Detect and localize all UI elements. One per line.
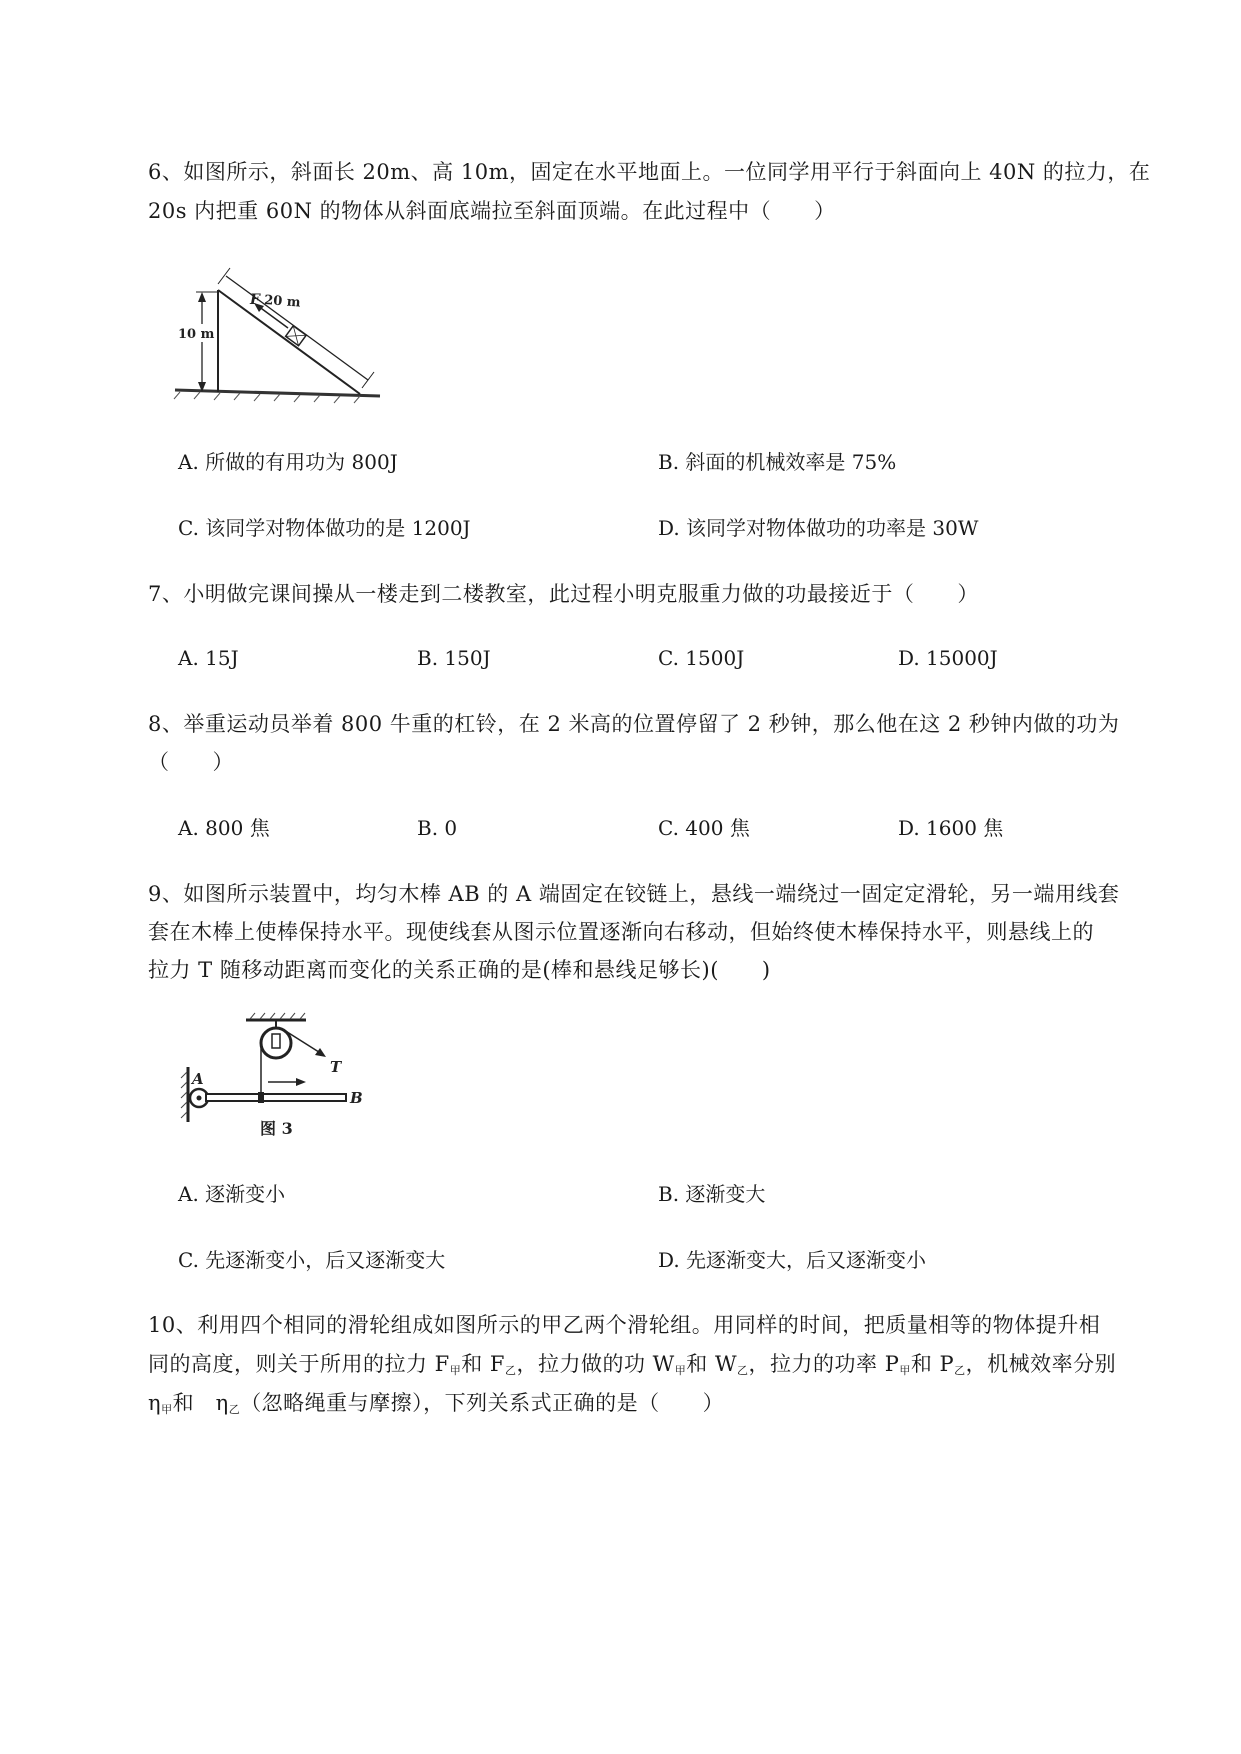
- q10-l2-sub5: 甲: [899, 1364, 911, 1377]
- q10-l2-sub2: 乙: [505, 1364, 517, 1377]
- q7-option-b: B. 150J: [417, 646, 491, 670]
- q10-l2-part6: 和 P: [910, 1352, 955, 1376]
- q10-l2-part2: 和 F: [461, 1352, 505, 1376]
- q8-text-line1: 8、举重运动员举着 800 牛重的杠铃，在 2 米高的位置停留了 2 秒钟，那么他在这 2 秒钟内做的功为: [148, 712, 1120, 736]
- q10-text-line1: 10、利用四个相同的滑轮组成如图所示的甲乙两个滑轮组。用同样的时间，把质量相等的物体提升相: [148, 1313, 1101, 1337]
- q10-l2-sub4: 乙: [737, 1364, 749, 1377]
- q8-option-c: C. 400 焦: [658, 816, 750, 840]
- q8-option-a: A. 800 焦: [178, 816, 270, 840]
- q8-option-d: D. 1600 焦: [898, 816, 1004, 840]
- q10-l2-part3: ，拉力做的功 W: [516, 1352, 675, 1376]
- q9-option-a: A. 逐渐变小: [178, 1182, 286, 1206]
- q6-incline-figure: [170, 262, 385, 412]
- q9-text-line1: 9、如图所示装置中，均匀木棒 AB 的 A 端固定在铰链上，悬线一端绕过一固定定滑轮，另一端用线套: [148, 882, 1120, 906]
- q6-option-b: B. 斜面的机械效率是 75%: [658, 450, 897, 474]
- q10-l2-sub6: 乙: [954, 1364, 966, 1377]
- q9-b-label: B: [350, 1089, 363, 1107]
- q10-l2-sub1: 甲: [449, 1364, 462, 1377]
- q10-l3-part2: 和 η: [172, 1391, 229, 1415]
- q10-l2-sub3: 甲: [674, 1364, 687, 1377]
- q9-a-label: A: [192, 1070, 204, 1088]
- q7-option-d: D. 15000J: [898, 646, 998, 670]
- q10-l2-part5: ，拉力的功率 P: [748, 1352, 900, 1376]
- q6-text-line2: 20s 内把重 60N 的物体从斜面底端拉至斜面顶端。在此过程中（ ）: [148, 199, 836, 223]
- q8-text-line2: （ ）: [148, 750, 234, 774]
- q10-text-line3: [148, 1389, 724, 1424]
- q6-force-label: F: [250, 292, 260, 308]
- q7-text-line1: 7、小明做完课间操从一楼走到二楼教室，此过程小明克服重力做的功最接近于（ ）: [148, 582, 979, 606]
- q10-l3-sub1: 甲: [161, 1403, 173, 1416]
- q9-t-label: T: [330, 1058, 342, 1076]
- q7-option-a: A. 15J: [178, 646, 239, 670]
- q10-l3-part1: η: [148, 1391, 162, 1415]
- q6-option-d: D. 该同学对物体做功的功率是 30W: [658, 516, 979, 540]
- q9-figure-caption: 图 3: [260, 1119, 293, 1138]
- q9-text-line3: 拉力 T 随移动距离而变化的关系正确的是(棒和悬线足够长)( ): [148, 958, 771, 982]
- q10-text-line2: [148, 1350, 1116, 1385]
- q9-rod: [206, 1094, 346, 1101]
- q6-text-line1: 6、如图所示，斜面长 20m、高 10m，固定在水平地面上。一位同学用平行于斜面向上 40N 的拉力，在: [148, 160, 1151, 184]
- q6-length-label: 20 m: [263, 293, 302, 311]
- q9-option-c: C. 先逐渐变小，后又逐渐变大: [178, 1248, 446, 1272]
- q10-l2-part1: 同的高度，则关于所用的拉力 F: [148, 1352, 450, 1376]
- q9-pulley-figure: [172, 1012, 377, 1142]
- q9-text-line2: 套在木棒上使棒保持水平。现使线套从图示位置逐渐向右移动，但始终使木棒保持水平，则悬线上的: [148, 920, 1094, 944]
- q8-option-b: B. 0: [417, 816, 458, 840]
- q6-option-a: A. 所做的有用功为 800J: [178, 450, 398, 474]
- q10-l3-part3: （忽略绳重与摩擦），下列关系式正确的是（ ）: [240, 1391, 725, 1415]
- q10-l2-part4: 和 W: [686, 1352, 738, 1376]
- q10-l3-sub2: 乙: [228, 1403, 241, 1416]
- q10-l2-part7: ，机械效率分别: [965, 1352, 1117, 1376]
- q6-option-c: C. 该同学对物体做功的是 1200J: [178, 516, 471, 540]
- q7-option-c: C. 1500J: [658, 646, 745, 670]
- q9-option-b: B. 逐渐变大: [658, 1182, 766, 1206]
- q9-option-d: D. 先逐渐变大，后又逐渐变小: [658, 1248, 927, 1272]
- q6-height-label: 10 m: [178, 327, 215, 342]
